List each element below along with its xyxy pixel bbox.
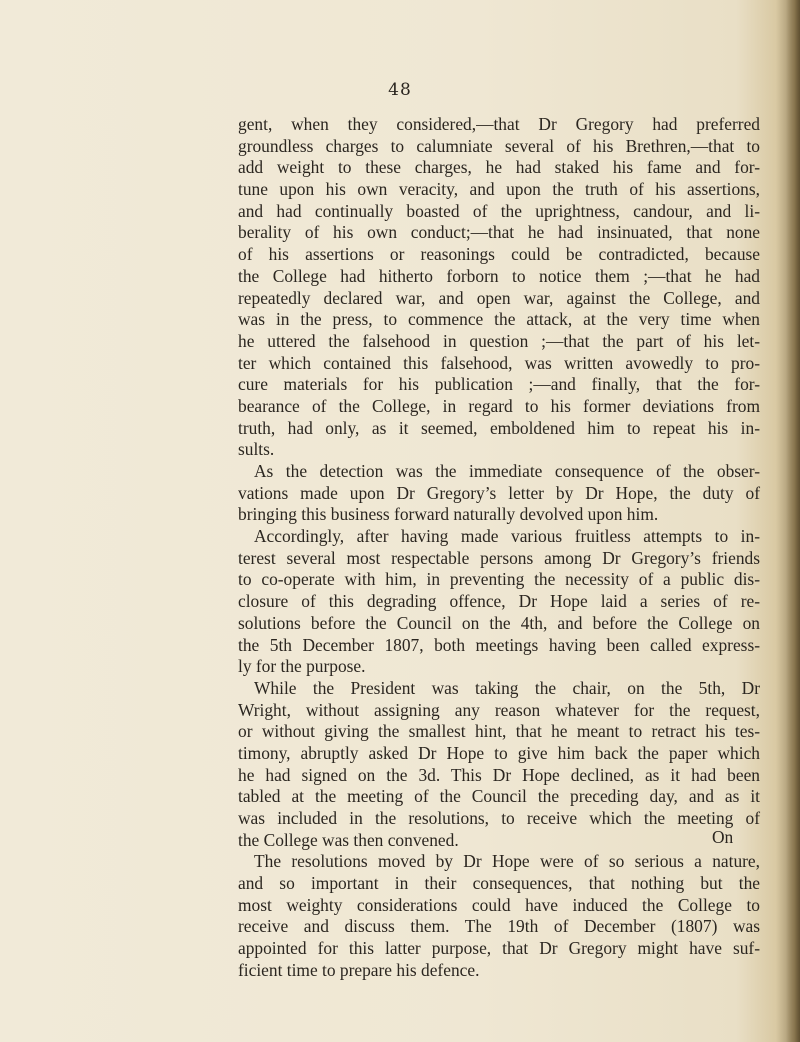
text-line: receive and discuss them. The 19th of December (1807) was (238, 916, 760, 937)
text-line: add weight to these charges, he had staked his fame and for- (238, 157, 760, 178)
text-line: ter which contained this falsehood, was written avowedly to pro- (238, 352, 760, 373)
page-edge-shadow (786, 0, 800, 1042)
text-line: the College had hitherto forborn to notice them ;—that he had (238, 265, 760, 286)
catchword: On (712, 827, 734, 847)
body-text (238, 114, 760, 982)
text-line: Accordingly, after having made various fruitless attempts to in- (254, 526, 760, 547)
text-line: he had signed on the 3d. This Dr Hope declined, as it had been (238, 764, 760, 785)
text-line: and had continually boasted of the uprightness, candour, and li- (238, 200, 760, 221)
text-line: sults. (238, 439, 275, 460)
text-line: berality of his own conduct;—that he had insinuated, that none (238, 222, 760, 243)
text-line: was included in the resolutions, to receive which the meeting of (238, 808, 760, 828)
text-line: gent, when they considered,—that Dr Gregory had preferred (238, 114, 760, 134)
text-line: the College was then convened. (238, 829, 459, 850)
text-line: groundless charges to calumniate several of his Brethren,—that to (238, 135, 760, 156)
text-line: to co-operate with him, in preventing the necessity of a public dis- (238, 569, 760, 590)
text-line: ly for the purpose. (238, 656, 366, 677)
text-line: the 5th December 1807, both meetings having been called express- (238, 634, 760, 655)
text-line: most weighty considerations could have induced the College to (238, 894, 760, 915)
page-number: 48 (388, 80, 412, 100)
text-line: bringing this business forward naturally devolved upon him. (238, 504, 659, 525)
text-line: was in the press, to commence the attack, at the very time when (238, 309, 760, 330)
text-line: ficient time to prepare his defence. (238, 959, 480, 980)
text-line: cure materials for his publication ;—and finally, that the for- (238, 374, 760, 395)
text-line: tabled at the meeting of the Council the preceding day, and as it (238, 786, 760, 807)
text-line: solutions before the Council on the 4th, and before the College on (238, 612, 760, 633)
text-line: As the detection was the immediate consequence of the obser- (254, 461, 760, 481)
text-line: The resolutions moved by Dr Hope were of so serious a nature, (254, 851, 760, 872)
text-line: or without giving the smallest hint, that he meant to retract his tes- (238, 721, 760, 742)
text-line: tune upon his own veracity, and upon the truth of his assertions, (238, 179, 760, 200)
text-line: he uttered the falsehood in question ;—that the part of his let- (238, 330, 760, 351)
text-line: truth, had only, as it seemed, emboldened him to repeat his in- (238, 417, 760, 438)
text-line: closure of this degrading offence, Dr Hope laid a series of re- (238, 591, 760, 612)
text-line: of his assertions or reasonings could be contradicted, because (238, 244, 760, 265)
text-line: bearance of the College, in regard to his former deviations from (238, 395, 760, 416)
text-line: appointed for this latter purpose, that Dr Gregory might have suf- (238, 938, 760, 959)
text-line: vations made upon Dr Gregory’s letter by Dr Hope, the duty of (238, 482, 760, 503)
text-line: timony, abruptly asked Dr Hope to give him back the paper which (238, 742, 760, 763)
text-line: repeatedly declared war, and open war, against the College, and (238, 287, 760, 308)
text-line: and so important in their consequences, that nothing but the (238, 873, 760, 894)
text-line: While the President was taking the chair, on the 5th, Dr (254, 677, 760, 698)
text-line: Wright, without assigning any reason whatever for the request, (238, 699, 760, 720)
text-line: terest several most respectable persons among Dr Gregory’s friends (238, 547, 760, 568)
